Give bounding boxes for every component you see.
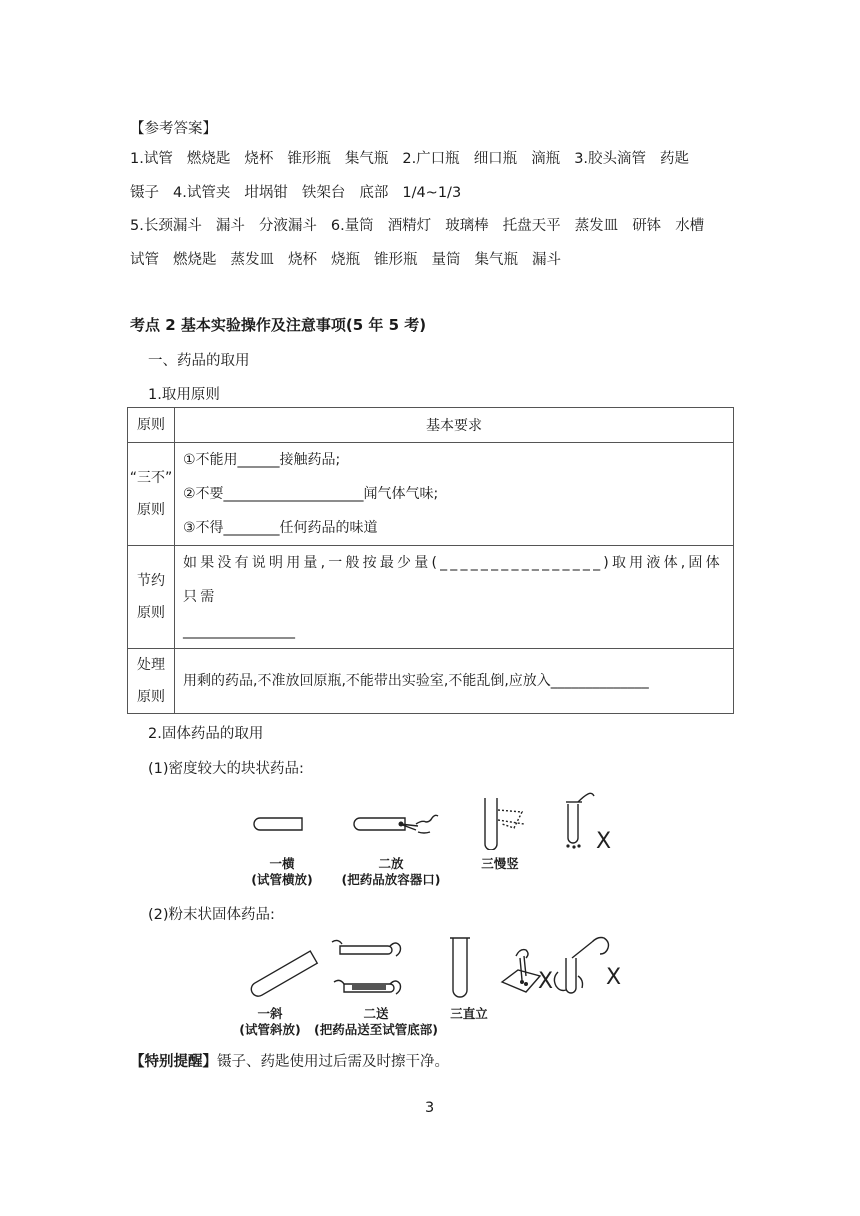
step-label-line: 一斜 xyxy=(257,1006,283,1021)
answer-item: 试管 xyxy=(130,252,159,268)
answer-item: 烧杯 xyxy=(244,151,274,167)
answer-item: 集气瓶 xyxy=(344,151,389,167)
answer-item: 蒸发皿 xyxy=(230,252,274,268)
principle-name-line: 处理 xyxy=(137,657,165,673)
answer-item: 研钵 xyxy=(632,218,662,234)
requirement-item: ②不要____________________闻气体气味; xyxy=(183,486,439,502)
wrong-mark: X xyxy=(606,965,622,990)
answer-item: 镊子 xyxy=(130,185,159,201)
principle-name-line: 原则 xyxy=(137,502,165,518)
step-label-line: (把药品放容器口) xyxy=(341,872,441,887)
step-label xyxy=(335,856,447,888)
answer-item: 玻璃棒 xyxy=(445,218,489,234)
answers-line-1 xyxy=(130,147,703,168)
answers-line-3 xyxy=(130,214,718,235)
step-label-line: 一横 xyxy=(269,856,295,871)
block-reagent-figure xyxy=(240,790,620,850)
answer-item: 蒸发皿 xyxy=(574,218,619,234)
answers-line-2 xyxy=(130,181,475,202)
table-row xyxy=(128,443,734,546)
answer-item: 滴瓶 xyxy=(531,151,561,167)
answer-item: 2.广口瓶 xyxy=(402,151,460,167)
table-row xyxy=(128,649,734,714)
answer-item: 6.量筒 xyxy=(330,218,374,234)
principle-name-line: 节约 xyxy=(137,573,165,589)
step-label-line: 二放 xyxy=(378,856,404,871)
tweezers-tube-icon xyxy=(354,815,438,833)
section-title: 考点 2 基本实验操作及注意事项(5 年 5 考) xyxy=(130,316,427,334)
horizontal-tube-icon xyxy=(254,818,302,830)
wrong-spoon-tube-icon xyxy=(554,938,608,994)
step-label-line: (试管横放) xyxy=(251,872,313,887)
answer-item: 锥形瓶 xyxy=(374,252,418,268)
requirement-item: ①不能用______接触药品; xyxy=(183,452,341,468)
answer-item: 烧瓶 xyxy=(331,252,360,268)
answer-item: 药匙 xyxy=(660,151,690,167)
wrong-mark: X xyxy=(538,969,554,994)
answer-item: 3.胶头滴管 xyxy=(574,151,647,167)
subsection-title: 一、药品的取用 xyxy=(148,353,250,369)
subsection-1-title: 1.取用原则 xyxy=(148,387,220,403)
step-label-line: (试管斜放) xyxy=(239,1022,301,1037)
wrong-drop-icon xyxy=(566,793,594,848)
table-row xyxy=(128,546,734,649)
wrong-pour-icon xyxy=(502,950,540,992)
principle-name-line: 原则 xyxy=(137,605,165,621)
step-label-line: 二送 xyxy=(363,1006,389,1021)
answer-item: 5.长颈漏斗 xyxy=(130,218,202,234)
requirement-item: ________________ xyxy=(183,623,295,639)
step-label xyxy=(246,856,318,888)
requirement-cell xyxy=(175,443,734,546)
requirement-item: ③不得________任何药品的味道 xyxy=(183,520,378,536)
answer-item: 坩埚钳 xyxy=(244,185,288,201)
tilted-tube-icon xyxy=(249,951,317,999)
step-label xyxy=(310,1006,442,1038)
requirement-item: 用剩的药品,不准放回原瓶,不能带出实验室,不能乱倒,应放入______________ xyxy=(183,673,649,689)
answer-item: 托盘天平 xyxy=(502,218,561,234)
principle-name xyxy=(128,443,175,546)
answers-line-4 xyxy=(130,248,575,269)
powder-reagent-title: (2)粉末状固体药品: xyxy=(148,907,275,923)
answer-item: 锥形瓶 xyxy=(287,151,331,167)
answers-heading: 【参考答案】 xyxy=(130,121,217,137)
answer-item: 漏斗 xyxy=(215,218,245,234)
answer-item: 集气瓶 xyxy=(474,252,518,268)
answer-item: 漏斗 xyxy=(532,252,561,268)
answer-item: 量筒 xyxy=(431,252,461,268)
answer-item: 燃烧匙 xyxy=(186,151,231,167)
answer-item: 4.试管夹 xyxy=(173,185,231,201)
answer-item: 烧杯 xyxy=(288,252,317,268)
answer-item: 铁架台 xyxy=(301,185,346,201)
table-header-requirement: 基本要求 xyxy=(175,408,734,443)
reminder-text: 镊子、药匙使用过后需及时擦干净。 xyxy=(217,1054,449,1070)
answer-item: 水槽 xyxy=(675,218,705,234)
principle-name-line: 原则 xyxy=(137,689,165,705)
answer-item: 燃烧匙 xyxy=(173,252,217,268)
step-label xyxy=(232,1006,308,1038)
answer-item: 酒精灯 xyxy=(387,218,432,234)
step-label: 三慢竖 xyxy=(481,856,519,871)
requirement-cell xyxy=(175,546,734,649)
solid-title: 2.固体药品的取用 xyxy=(148,726,264,742)
paper-trough-tube-icon xyxy=(332,940,401,994)
step-label-line: (把药品送至试管底部) xyxy=(314,1022,438,1037)
requirement-item: 如果没有说明用量,一般按最少量(________________)取用液体,固体只需 xyxy=(183,555,723,605)
vertical-tube-icon xyxy=(450,938,470,997)
page-number: 3 xyxy=(425,1100,435,1116)
requirement-cell xyxy=(175,649,734,714)
principle-name xyxy=(128,546,175,649)
answer-item: 1.试管 xyxy=(130,151,173,167)
wrong-mark: X xyxy=(596,829,612,850)
table-header-principle: 原则 xyxy=(128,408,175,443)
special-reminder xyxy=(130,1050,449,1071)
principle-name xyxy=(128,649,175,714)
block-reagent-title: (1)密度较大的块状药品: xyxy=(148,761,304,777)
step-label: 三直立 xyxy=(450,1006,488,1021)
upright-tube-icon xyxy=(485,798,524,850)
answer-item: 底部 xyxy=(359,185,389,201)
reminder-label: 【特别提醒】 xyxy=(130,1054,217,1070)
answer-item: 细口瓶 xyxy=(473,151,518,167)
principle-name-line: “三不” xyxy=(129,470,173,486)
answer-item: 分液漏斗 xyxy=(258,218,317,234)
answer-item: 1/4~1/3 xyxy=(402,185,462,201)
principles-table xyxy=(127,407,734,714)
powder-reagent-figure xyxy=(240,932,630,1004)
